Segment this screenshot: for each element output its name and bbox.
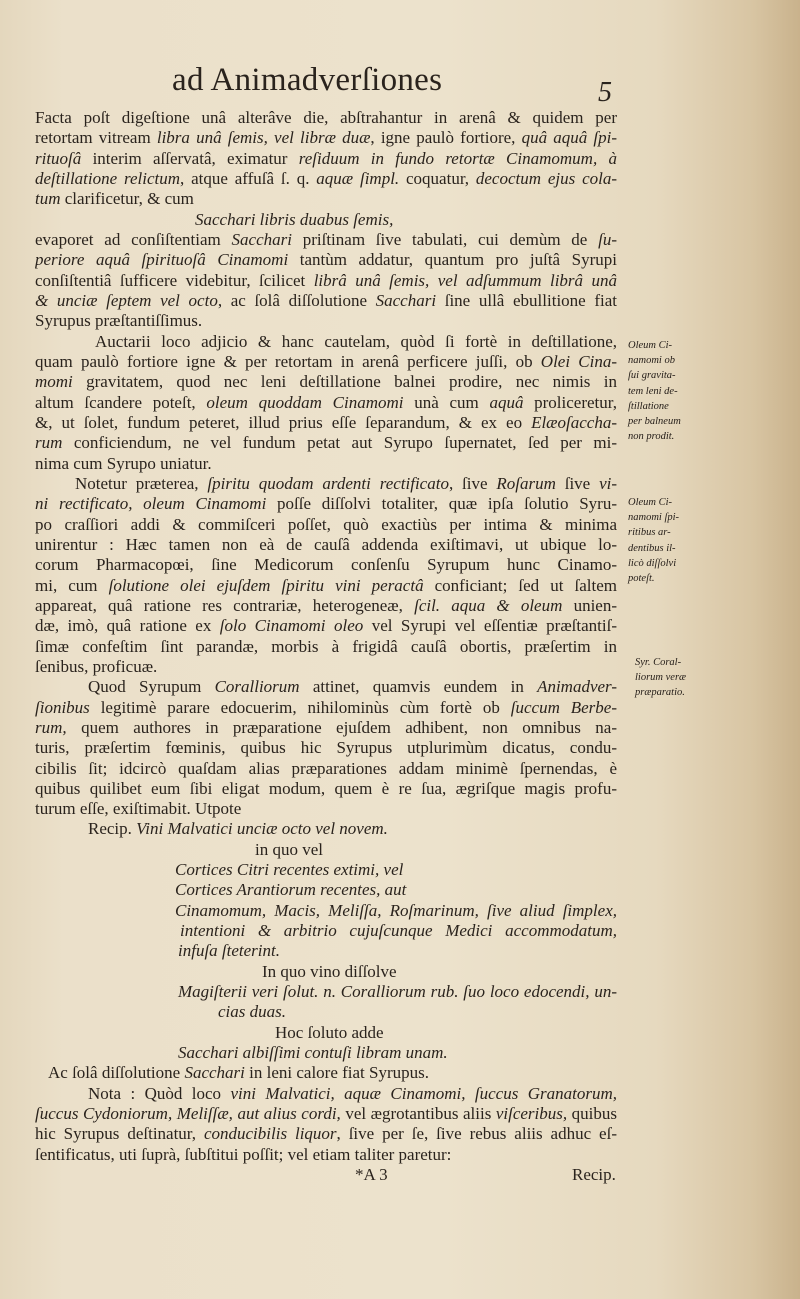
margin-note-line: Oleum Ci- (628, 497, 673, 508)
text-run: evaporet ad conſiſtentiam (35, 229, 232, 249)
margin-note (628, 338, 681, 444)
italic-run: Sacchari (231, 229, 292, 249)
text-line (35, 657, 617, 677)
text-line (35, 921, 617, 941)
text-line (35, 880, 617, 900)
text-run: , ſive per ſe, ſive rebus aliis adhuc eſ- (336, 1124, 617, 1144)
italic-run: aquâ (489, 392, 524, 412)
text-run: ſenibus, proficuæ. (35, 656, 158, 676)
text-line (35, 291, 617, 311)
text-run: mi, cum (35, 575, 109, 595)
text-line (35, 271, 617, 291)
text-run: &, ut ſolet, fundum peteret, illud prius eſſe ſeparandum, & ex eo (35, 412, 532, 432)
text-line (35, 698, 617, 718)
margin-note-line: ſui gravita- (628, 370, 676, 382)
text-run: clarificetur, & cum (60, 189, 194, 209)
italic-run: Elæoſaccha- (531, 412, 617, 432)
text-run: Facta poſt digeſtione unâ alterâve die, abſtrahantur in arenâ & quidem per (35, 108, 617, 127)
text-run: proliceretur, (523, 392, 617, 412)
italic-run: ſolutione olei ejuſdem ſpiritu vini peractâ (108, 575, 424, 595)
italic-run: ſolo Cinamomi oleo (219, 616, 364, 636)
italic-run: momi (35, 372, 73, 392)
margin-note-line: licò diſſolvi (628, 557, 677, 569)
text-run: ſive (555, 473, 600, 493)
text-line (35, 311, 617, 331)
text-line (35, 1002, 617, 1022)
text-run: ſimæ confeſtim ſint parandæ, morbis à frigidâ cauſâ obortis, præſertim in (35, 636, 617, 656)
text-run: unà cum (403, 392, 490, 412)
text-run: Recip. (88, 819, 137, 839)
italic-run: vini Malvatici, aquæ Cinamomi, ſuccus Granatorum, (230, 1083, 617, 1103)
text-run: tantùm addatur, quantum pro juſtâ Syrupi (288, 250, 617, 270)
text-line (35, 393, 617, 413)
text-line (35, 1063, 617, 1083)
signature-mark: *A 3 (355, 1165, 388, 1184)
italic-run: Cortices Citri recentes extimi, vel (175, 860, 404, 880)
text-run: attinet, quamvis eundem in (299, 677, 538, 697)
italic-run: Sacchari libris duabus ſemis, (195, 209, 394, 229)
text-run: nima cum Syrupo uniatur. (35, 453, 212, 473)
text-line (35, 515, 617, 535)
text-run: quem authores in præparatione ejuſdem adhibent, non omnibus na- (66, 717, 617, 737)
text-line (35, 372, 617, 392)
italic-run: decoctum ejus cola- (475, 168, 617, 188)
text-line (35, 1023, 617, 1043)
text-run: turum eſſe, exiſtimabit. Utpote (35, 799, 242, 819)
italic-run: Cinamomum, Macis, Meliſſa, Roſmarinum, ſive aliud ſimplex, (175, 900, 617, 920)
text-line (35, 677, 617, 697)
catchword: Recip. (572, 1165, 616, 1184)
margin-note-line: tem leni de- (628, 385, 678, 397)
text-run: retortam vitream (35, 128, 157, 148)
text-line (35, 1145, 617, 1165)
margin-note-line: ritibus ar- (628, 527, 671, 539)
italic-run: Vini Malvatici unciæ octo vel novem. (136, 819, 388, 839)
text-line (35, 1043, 617, 1063)
italic-run: Sacchari (184, 1063, 245, 1083)
margin-note-line: ſtillatione (628, 400, 669, 412)
text-line (35, 494, 617, 514)
text-run: , ſive (448, 473, 497, 493)
text-line (35, 799, 617, 819)
text-line (35, 149, 617, 169)
text-line (35, 738, 617, 758)
text-line (35, 1124, 617, 1144)
italic-run: ſuccus Cydoniorum, Meliſſæ, aut alius cordi, (35, 1104, 341, 1124)
text-run: appareat, quâ ratione res contrariæ, heterogeneæ, (35, 595, 415, 615)
italic-run: ſionibus (35, 697, 90, 717)
text-line (35, 1084, 617, 1104)
italic-run: Cortices Arantiorum recentes, aut (175, 880, 407, 900)
italic-run: oleum quoddam Cinamomi (206, 392, 404, 412)
page-number: 5 (598, 77, 612, 108)
italic-run: quâ aquâ ſpi- (521, 128, 617, 148)
text-run: Nota : Quòd loco (88, 1083, 231, 1103)
text-run: quam paulò fortiore igne & per retortam in arenâ perficere juſſi, ob (35, 351, 541, 371)
italic-run: conducibilis liquor (203, 1124, 337, 1144)
text-line (35, 555, 617, 575)
italic-run: aquæ ſimpl. (316, 168, 400, 188)
text-run: Hoc ſoluto adde (275, 1022, 384, 1042)
text-run: conficiendum, ne vel fundum petat aut Syrupo ſupernatet, ſed per mi- (62, 433, 617, 453)
italic-run: ni rectificato, oleum Cinamomi (35, 494, 267, 514)
text-run: In quo vino diſſolve (262, 961, 397, 981)
text-line (35, 128, 617, 148)
italic-run: intentioni & arbitrio cujuſcunque Medici accommodatum, (180, 921, 617, 941)
text-run: , atque affuſâ ſ. q. (180, 168, 317, 188)
italic-run: Animadver- (537, 677, 617, 697)
text-run: corum Pharmacopœi, ſine Medicorum conſenſu Syrupum hunc Cinamo- (35, 555, 617, 575)
text-line (35, 433, 617, 453)
text-line (35, 616, 617, 636)
text-line (35, 250, 617, 270)
text-line (35, 474, 617, 494)
italic-run: reſiduum in fundo retortæ Cinamomum, à (298, 148, 617, 168)
italic-run: tum (35, 189, 61, 209)
text-line (35, 637, 617, 657)
text-run: conſiſtentiâ ſufficere videbitur, ſcilicet (35, 270, 314, 290)
running-title: ad Animadverſiones (172, 62, 443, 98)
text-line (35, 169, 617, 189)
italic-run: Sacchari (375, 290, 437, 310)
text-run: vel Syrupi vel eſſentiæ præſtantiſ- (363, 616, 617, 636)
italic-run: Olei Cina- (540, 351, 617, 371)
text-run: cibilis ſit; idcircò quaſdam alias præparationes addam minimè ſpernendas, è (35, 758, 617, 778)
text-run: in leni calore fiat Syrupus. (244, 1063, 430, 1083)
text-line (35, 779, 617, 799)
margin-note-line: per balneum (628, 415, 681, 427)
text-run: interim aſſervatâ, eximatur (81, 148, 299, 168)
text-line (35, 860, 617, 880)
italic-run: ſuccum Berbe- (510, 697, 617, 717)
italic-run: infuſa ſteterint. (178, 941, 280, 961)
text-run: unien- (562, 595, 617, 615)
text-line (35, 982, 617, 1002)
italic-run: vi- (599, 473, 617, 493)
text-line (35, 596, 617, 616)
italic-run: librâ unâ ſemis, vel adſummum librâ unâ (313, 270, 617, 290)
margin-note-line: poteſt. (628, 572, 655, 584)
text-run: vel ægrotantibus aliis (340, 1104, 496, 1124)
text-run: ſentificatus, uti ſuprà, ſubſtitui poſſit; vel etiam taliter paretur: (35, 1144, 452, 1164)
text-line (35, 576, 617, 596)
text-run: poſſe diſſolvi totaliter, quæ ipſa ſolutio Syru- (266, 494, 617, 514)
italic-run: & unciæ ſeptem vel octo (35, 290, 218, 310)
text-run: , igne paulò fortiore, (370, 128, 522, 148)
text-run: Auctarii loco adjicio & hanc cautelam, quòd ſi fortè in deſtillatione, (95, 331, 617, 351)
text-run: quibus (567, 1104, 617, 1124)
text-run: gravitatem, quod nec leni deſtillatione balnei prodire, nec nimis in (72, 372, 617, 392)
margin-note-line: dentibus il- (628, 542, 676, 554)
italic-run: rituoſâ (35, 148, 82, 168)
body-text (35, 108, 617, 1165)
italic-run: deſtillatione relictum (35, 168, 181, 188)
text-run: unirentur : Hæc tamen non eà de cauſâ addenda exiſtimavi, ut ubique lo- (35, 534, 617, 554)
text-line (35, 962, 617, 982)
margin-note-line: namomi ſpi- (628, 512, 680, 524)
text-line (35, 230, 617, 250)
text-line (35, 840, 617, 860)
text-run: Ac ſolâ diſſolutione (48, 1063, 185, 1083)
text-line (35, 901, 617, 921)
text-run: quibus quilibet eum ſibi eligat modum, quem è re ſua, ægriſque magis profu- (35, 778, 617, 798)
text-run: priſtinam ſive tabulati, cui demùm de (291, 229, 599, 249)
italic-run: cias duas. (218, 1002, 286, 1022)
text-line (35, 759, 617, 779)
text-line (35, 819, 617, 839)
text-run: in quo vel (255, 839, 323, 859)
text-run: conficiant; ſed ut ſaltem (423, 575, 617, 595)
italic-run: ſcil. aqua & oleum (414, 595, 563, 615)
text-line (35, 189, 617, 209)
italic-run: viſceribus, (495, 1104, 568, 1124)
margin-note (628, 495, 679, 586)
text-line (35, 108, 617, 128)
italic-run: Coralliorum (214, 677, 300, 697)
text-run: turis, præſertim fœminis, quibus hic Syrupus utplurimùm dicatus, condu- (35, 738, 617, 758)
italic-run: ſu- (598, 229, 617, 249)
text-line (35, 1104, 617, 1124)
text-run: legitimè parare edocuerim, nihilominùs cùm fortè ob (89, 697, 511, 717)
text-run: coquatur, (399, 168, 476, 188)
text-run: Quod Syrupum (88, 677, 215, 697)
italic-run: rum, (35, 717, 67, 737)
text-run: altum ſcandere poteſt, (35, 392, 207, 412)
margin-note-line: namomi ob (628, 355, 675, 367)
text-run: ſine ullâ ebullitione fiat (436, 290, 617, 310)
text-run: Syrupus præſtantiſſimus. (35, 311, 203, 331)
margin-note-line: liorum veræ (635, 672, 687, 684)
text-line (35, 454, 617, 474)
margin-note-line: non prodit. (628, 431, 675, 443)
margin-note (635, 655, 686, 701)
text-line (35, 941, 617, 961)
text-line (35, 413, 617, 433)
text-run: Notetur præterea, (75, 473, 208, 493)
italic-run: Sacchari albiſſimi contuſi libram unam. (178, 1043, 448, 1063)
text-line (35, 718, 617, 738)
italic-run: libra unâ ſemis, vel libræ duæ (156, 128, 371, 148)
margin-note-line: Syr. Coral- (635, 657, 682, 668)
italic-run: ſpiritu quodam ardenti rectificato (207, 473, 449, 493)
text-run: , ac ſolâ diſſolutione (217, 290, 376, 310)
text-line (35, 332, 617, 352)
italic-run: Roſarum (496, 473, 556, 493)
italic-run: periore aquâ ſpirituoſâ Cinamomi (35, 250, 289, 270)
text-run: po craſſiori addi & commiſceri poſſet, quò exactiùs per intima & minima (35, 514, 617, 534)
text-line (35, 210, 617, 230)
text-run: dæ, imò, quâ ratione ex (35, 616, 220, 636)
text-run: hic Syrupus deſtinatur, (35, 1124, 204, 1144)
margin-note-line: Oleum Ci- (628, 340, 673, 351)
text-line (35, 352, 617, 372)
text-line (35, 535, 617, 555)
margin-note-line: præparatio. (635, 687, 685, 699)
italic-run: Magiſterii veri ſolut. n. Coralliorum rub. ſuo loco edocendi, un- (178, 982, 617, 1002)
italic-run: rum (35, 433, 63, 453)
